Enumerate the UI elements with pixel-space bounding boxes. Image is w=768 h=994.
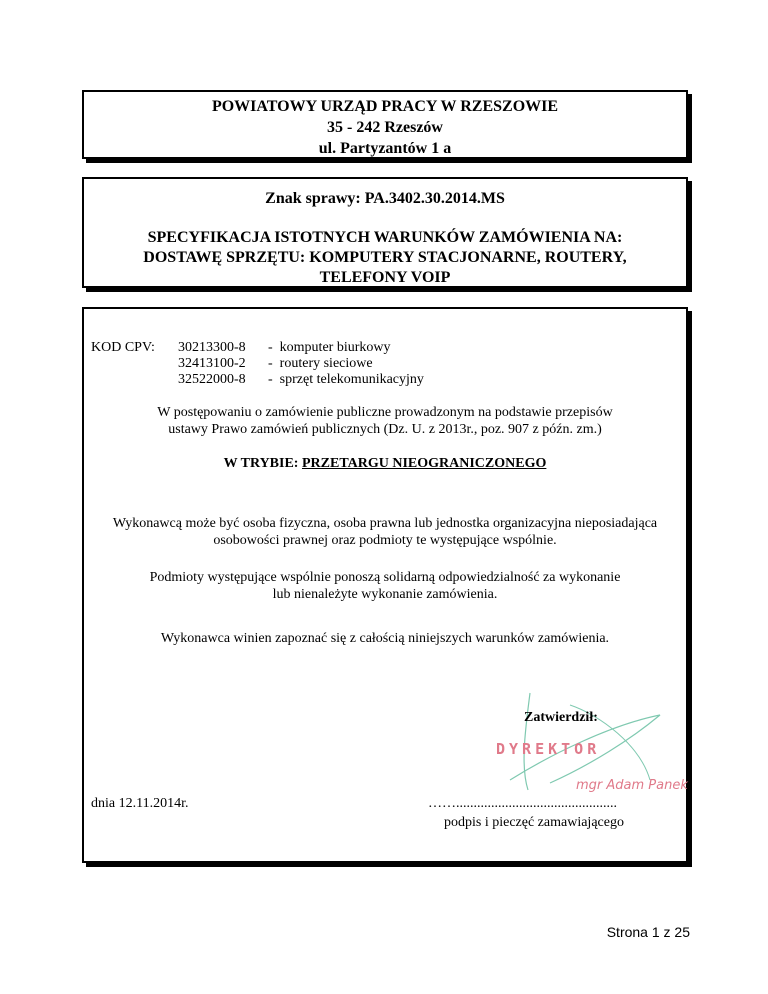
notice: Wykonawca winien zapoznać się z całością niniejszych warunków zamówienia. xyxy=(160,631,610,646)
legal-basis xyxy=(84,404,686,438)
office-street: ul. Partyzantów 1 a xyxy=(318,140,452,157)
cpv-separator: - xyxy=(268,340,273,355)
cpv-item xyxy=(178,340,424,356)
liability-line-2: lub nienależyte wykonanie zamówienia. xyxy=(272,587,498,602)
stamp-title: DYREKTOR xyxy=(496,740,601,758)
cpv-item xyxy=(178,356,424,372)
signature-line: …….............................................. xyxy=(428,796,617,811)
stamp-name: mgr Adam Panek xyxy=(576,778,688,793)
spec-title-line-2: DOSTAWĘ SPRZĘTU: KOMPUTERY STACJONARNE, ROUTERY, xyxy=(143,249,627,266)
joint-liability xyxy=(84,569,686,603)
procedure-mode xyxy=(84,455,686,472)
cpv-separator: - xyxy=(268,372,273,387)
signature-caption: podpis i pieczęć zamawiającego xyxy=(444,815,624,830)
cpv-code: 32413100-2 xyxy=(178,356,246,371)
approver-label: Zatwierdził: xyxy=(524,710,598,725)
legal-basis-line-1: W postępowaniu o zamówienie publiczne prowadzonym na podstawie przepisów xyxy=(157,405,613,420)
cpv-code: 32522000-8 xyxy=(178,372,246,387)
procedure-mode-value: PRZETARGU NIEOGRANICZONEGO xyxy=(301,456,547,471)
director-stamp-signature xyxy=(490,685,688,795)
contractor-line-1: Wykonawcą może być osoba fizyczna, osoba prawna lub jednostka organizacyjna nieposiadająca xyxy=(112,516,658,531)
cpv-description: routery sieciowe xyxy=(279,356,373,371)
procedure-mode-label: W TRYBIE: xyxy=(223,456,302,471)
contractor-line-2: osobowości prawnej oraz podmioty te występujące wspólnie. xyxy=(213,533,557,548)
legal-basis-line-2: ustawy Prawo zamówień publicznych (Dz. U. z 2013r., poz. 907 z późn. zm.) xyxy=(168,422,602,437)
liability-line-1: Podmioty występujące wspólnie ponoszą solidarną odpowiedzialność za wykonanie xyxy=(149,570,621,585)
main-box xyxy=(82,307,688,863)
contractor-eligibility xyxy=(84,515,686,549)
spec-title-line-3: TELEFONY VOIP xyxy=(319,269,451,286)
cpv-description: komputer biurkowy xyxy=(279,340,391,355)
cpv-separator: - xyxy=(268,356,273,371)
document-date: dnia 12.11.2014r. xyxy=(91,796,189,811)
cpv-list xyxy=(178,340,424,388)
cpv-description: sprzęt telekomunikacyjny xyxy=(279,372,424,387)
title-box xyxy=(82,177,688,288)
page-number: Strona 1 z 25 xyxy=(606,924,690,940)
spec-title xyxy=(84,228,686,288)
spec-title-line-1: SPECYFIKACJA ISTOTNYCH WARUNKÓW ZAMÓWIENIA NA: xyxy=(147,229,623,246)
cpv-code: 30213300-8 xyxy=(178,340,246,355)
office-postal: 35 - 242 Rzeszów xyxy=(327,119,443,136)
office-name: POWIATOWY URZĄD PRACY W RZESZOWIE xyxy=(211,98,559,115)
cpv-label: KOD CPV: xyxy=(91,340,155,355)
case-reference: Znak sprawy: PA.3402.30.2014.MS xyxy=(265,190,505,207)
header-box xyxy=(82,90,688,159)
cpv-item xyxy=(178,372,424,388)
